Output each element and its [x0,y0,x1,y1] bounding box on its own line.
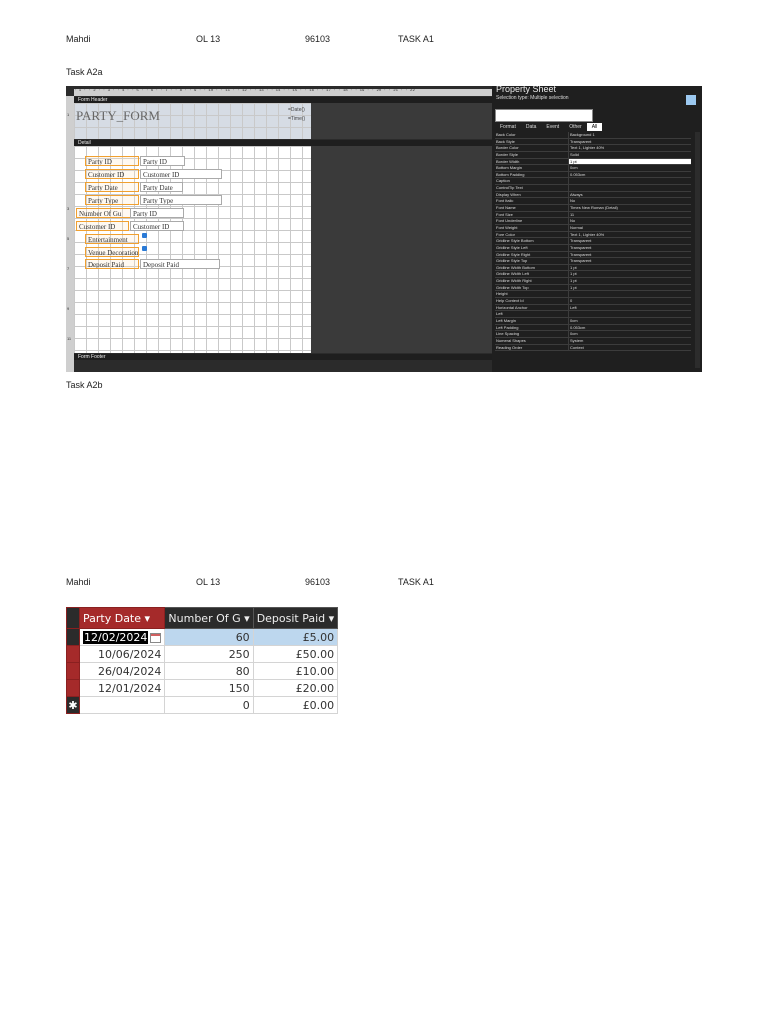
row-selector[interactable] [67,646,80,663]
property-name: Fore Color [495,232,569,238]
number-header-label: Number Of G [168,611,241,625]
property-row[interactable] [495,298,691,305]
property-name: Gridline Width Left [495,271,569,277]
new-record-icon[interactable]: ✱ [68,698,78,712]
property-row[interactable] [495,145,691,152]
customer-id-2-textbox[interactable]: Customer ID [130,221,184,231]
property-value[interactable] [569,178,691,184]
party-date-cell[interactable] [80,629,165,646]
property-name: Font Underline [495,218,569,224]
property-row[interactable] [495,225,691,232]
property-value[interactable]: Text 1, Lighter 40% [570,231,605,237]
property-name: Border Style [495,152,569,158]
property-row[interactable] [495,311,691,318]
property-name: Back Color [495,132,569,138]
guests-cell[interactable]: 150 [165,680,253,697]
table-row[interactable] [67,663,338,680]
property-name: Back Style [495,139,569,145]
party-date-header-label: Party Date [83,611,142,625]
party-date-textbox[interactable]: Party Date [140,182,183,192]
property-value[interactable]: Background 1 [570,132,595,137]
task-title: TASK A1 [398,34,434,44]
property-row[interactable] [495,305,691,312]
property-name: Left Padding [495,325,569,331]
party-date-label[interactable]: Party Date [85,182,139,192]
dropdown-arrow-icon[interactable]: ▾ [144,611,151,625]
detail-bar[interactable]: Detail [74,140,552,146]
property-value[interactable]: Left [570,304,577,310]
property-row[interactable] [495,218,691,225]
property-row[interactable] [495,159,691,166]
property-value[interactable]: Always [570,191,583,197]
party-type-combobox[interactable]: Party Type [140,195,222,205]
customer-id-textbox[interactable]: Customer ID [140,169,222,179]
property-sheet-title: Property Sheet [496,86,557,94]
property-name: Border Color [495,145,569,151]
deposit-cell[interactable]: £5.00 [253,629,338,646]
form-header-bar[interactable]: Form Header [74,97,552,103]
property-name: Horizontal Anchor [495,305,569,311]
property-value[interactable]: Transparent [570,258,592,264]
property-row[interactable] [495,258,691,265]
property-name: Bottom Margin [495,165,569,171]
entertainment-checkbox[interactable] [142,233,147,238]
column-header-deposit-paid[interactable] [253,608,338,629]
property-name: Help Context Id [495,298,569,304]
guests-cell[interactable]: 250 [165,646,253,663]
task-a2b-label: Task A2b [66,380,103,390]
date-control[interactable]: =Date() [288,107,305,113]
property-row[interactable] [495,172,691,179]
property-name: Display When [495,192,569,198]
property-value[interactable]: System [570,337,584,343]
property-value[interactable]: 0cm [570,165,578,171]
horizontal-ruler: · 1 · · 2 · · 3 · · 4 · · 5 · · 6 · · 7 · · 8 · · 9 · · 10 · · 11 · · 12 · · 13 · · 14 · · 15 · · 16 · · 17 · · 18 · · 19 · · 20 · · 21 · · 22 [74,89,550,96]
property-row[interactable] [495,331,691,338]
selection-dropdown[interactable] [495,109,593,122]
party-id-textbox[interactable]: Party ID [140,156,185,166]
property-value[interactable]: Transparent [570,138,592,144]
task-title-2: TASK A1 [398,577,434,587]
property-name: Border Width [495,159,569,165]
property-value[interactable]: No [570,198,576,204]
guests-cell[interactable]: 0 [165,697,253,714]
form-title-label[interactable]: PARTY_FORM [76,108,160,123]
deposit-paid-label[interactable]: Deposit Paid [85,259,139,269]
property-value[interactable]: Times New Roman (Detail) [570,205,618,211]
property-sheet [492,86,702,372]
property-row[interactable] [495,178,691,185]
selection-type: Selection type: Multiple selection [496,95,569,101]
property-value[interactable]: 0cm [570,317,578,323]
property-value[interactable]: 0 [570,298,573,304]
property-row[interactable] [495,132,691,139]
property-row[interactable] [495,165,691,172]
student-name-2: Mahdi [66,577,91,587]
property-value[interactable]: 0.053cm [570,324,586,330]
class-code: OL 13 [196,34,221,44]
tab-event[interactable]: Event [546,124,560,130]
property-name: Left Margin [495,318,569,324]
venue-decoration-label[interactable]: Venue Decoration [85,247,139,257]
venue-decoration-checkbox[interactable] [142,246,147,251]
property-row[interactable] [495,232,691,239]
property-value[interactable]: 11 [570,211,575,217]
candidate-number-2: 96103 [305,577,331,587]
number-of-guests-label[interactable]: Number Of Gu [76,208,139,218]
row-selector[interactable] [67,629,80,646]
property-name: Numeral Shapes [495,338,569,344]
deposit-cell[interactable]: £20.00 [253,680,338,697]
property-value[interactable]: Solid [570,151,579,157]
property-value[interactable]: 1 pt [569,159,691,165]
property-row[interactable] [495,192,691,199]
property-value[interactable]: 1 pt [570,278,577,284]
property-row[interactable] [495,338,691,345]
deposit-cell[interactable]: £10.00 [253,663,338,680]
property-row[interactable] [495,271,691,278]
property-value[interactable] [569,291,691,297]
entertainment-label[interactable]: Entertainment [85,234,139,244]
property-value[interactable]: 1 pt [570,271,577,277]
tab-other[interactable]: Other [569,124,582,130]
guests-cell[interactable]: 80 [165,663,253,680]
property-name: Font Italic [495,198,569,204]
property-name: Left [495,311,569,317]
tab-all[interactable]: All [587,123,603,131]
deposit-cell[interactable]: £0.00 [253,697,338,714]
property-row[interactable] [495,291,691,298]
row-selector[interactable] [67,680,80,697]
property-name: Gridline Style Left [495,245,569,251]
row-selector[interactable] [67,663,80,680]
property-value[interactable]: 1 pt [570,284,577,290]
party-date-cell[interactable]: 12/01/2024 [80,680,165,697]
property-name: ControlTip Text [495,185,569,191]
class-code-2: OL 13 [196,577,221,587]
table-row[interactable] [67,646,338,663]
student-name: Mahdi [66,34,91,44]
property-name: Font Size [495,212,569,218]
property-value[interactable]: Transparent [570,244,592,250]
dropdown-arrow-icon[interactable]: ▾ [244,611,250,625]
task-a2a-label: Task A2a [66,67,103,77]
property-name: Gridline Style Bottom [495,238,569,244]
property-name: Gridline Width Bottom [495,265,569,271]
property-value[interactable] [569,185,691,191]
property-row[interactable] [495,325,691,332]
new-record-row[interactable] [67,697,338,714]
property-row[interactable] [495,212,691,219]
property-row[interactable] [495,152,691,159]
property-name: Height [495,291,569,297]
property-value[interactable]: 1 pt [570,264,577,270]
party-date-cell[interactable]: 10/06/2024 [80,646,165,663]
vertical-ruler: 1 3 5 7 9 11 [66,96,74,372]
tab-data[interactable]: Data [525,124,537,130]
property-value[interactable]: Normal [570,224,583,230]
party-type-label[interactable]: Party Type [85,195,139,205]
tab-format[interactable]: Format [500,124,516,130]
property-row[interactable] [495,278,691,285]
property-value[interactable]: 0cm [570,331,578,337]
property-list [495,132,691,351]
party-id-label[interactable]: Party ID [85,156,139,166]
property-row[interactable] [495,345,691,352]
property-row[interactable] [495,238,691,245]
property-value[interactable]: 0.053cm [570,171,586,177]
property-scrollbar[interactable] [695,132,700,368]
property-name: Font Weight [495,225,569,231]
property-name: Line Spacing [495,331,569,337]
property-name: Gridline Style Top [495,258,569,264]
party-date-cell[interactable]: 26/04/2024 [80,663,165,680]
dropdown-arrow-icon[interactable]: ▾ [328,611,335,625]
property-row[interactable] [495,285,691,292]
deposit-cell[interactable]: £50.00 [253,646,338,663]
property-name: Gridline Width Right [495,278,569,284]
table-row[interactable] [67,680,338,697]
property-name: Gridline Style Right [495,252,569,258]
property-value[interactable] [569,311,691,317]
property-row[interactable] [495,252,691,259]
property-row[interactable] [495,318,691,325]
number-of-guests-textbox[interactable]: Party ID [130,208,184,218]
party-datasheet [66,607,370,717]
property-name: Caption [495,178,569,184]
property-value[interactable]: No [570,218,576,224]
time-control[interactable]: =Time() [288,116,306,122]
property-row[interactable] [495,245,691,252]
property-value[interactable]: Transparent [570,238,592,244]
property-name: Gridline Width Top [495,285,569,291]
property-row[interactable] [495,139,691,146]
table-row[interactable] [67,629,338,646]
customer-id-2-label[interactable]: Customer ID [76,221,129,231]
select-all-corner[interactable] [67,608,80,629]
column-header-party-date[interactable] [80,608,165,629]
property-name: Font Name [495,205,569,211]
column-header-number-of-guests[interactable] [165,608,253,629]
property-row[interactable] [495,265,691,272]
candidate-number: 96103 [305,34,331,44]
property-value[interactable]: Context [570,344,584,350]
property-row[interactable] [495,205,691,212]
property-name: Reading Order [495,345,569,351]
form-design-view [66,86,702,372]
property-name: Bottom Padding [495,172,569,178]
property-value[interactable]: Transparent [570,251,592,257]
party-date-value[interactable]: 12/02/2024 [84,630,148,644]
calendar-icon[interactable] [150,633,161,643]
property-row[interactable] [495,185,691,192]
property-value[interactable]: Text 1, Lighter 40% [570,145,605,151]
customer-id-label[interactable]: Customer ID [85,169,139,179]
property-tabs [495,123,602,131]
deposit-paid-textbox[interactable]: Deposit Paid [140,259,220,269]
party-date-cell[interactable] [80,697,165,714]
deposit-header-label: Deposit Paid [256,611,326,625]
sort-icon[interactable] [686,95,696,105]
guests-cell[interactable]: 60 [165,629,253,646]
form-footer-bar[interactable]: Form Footer [74,354,552,360]
property-row[interactable] [495,198,691,205]
